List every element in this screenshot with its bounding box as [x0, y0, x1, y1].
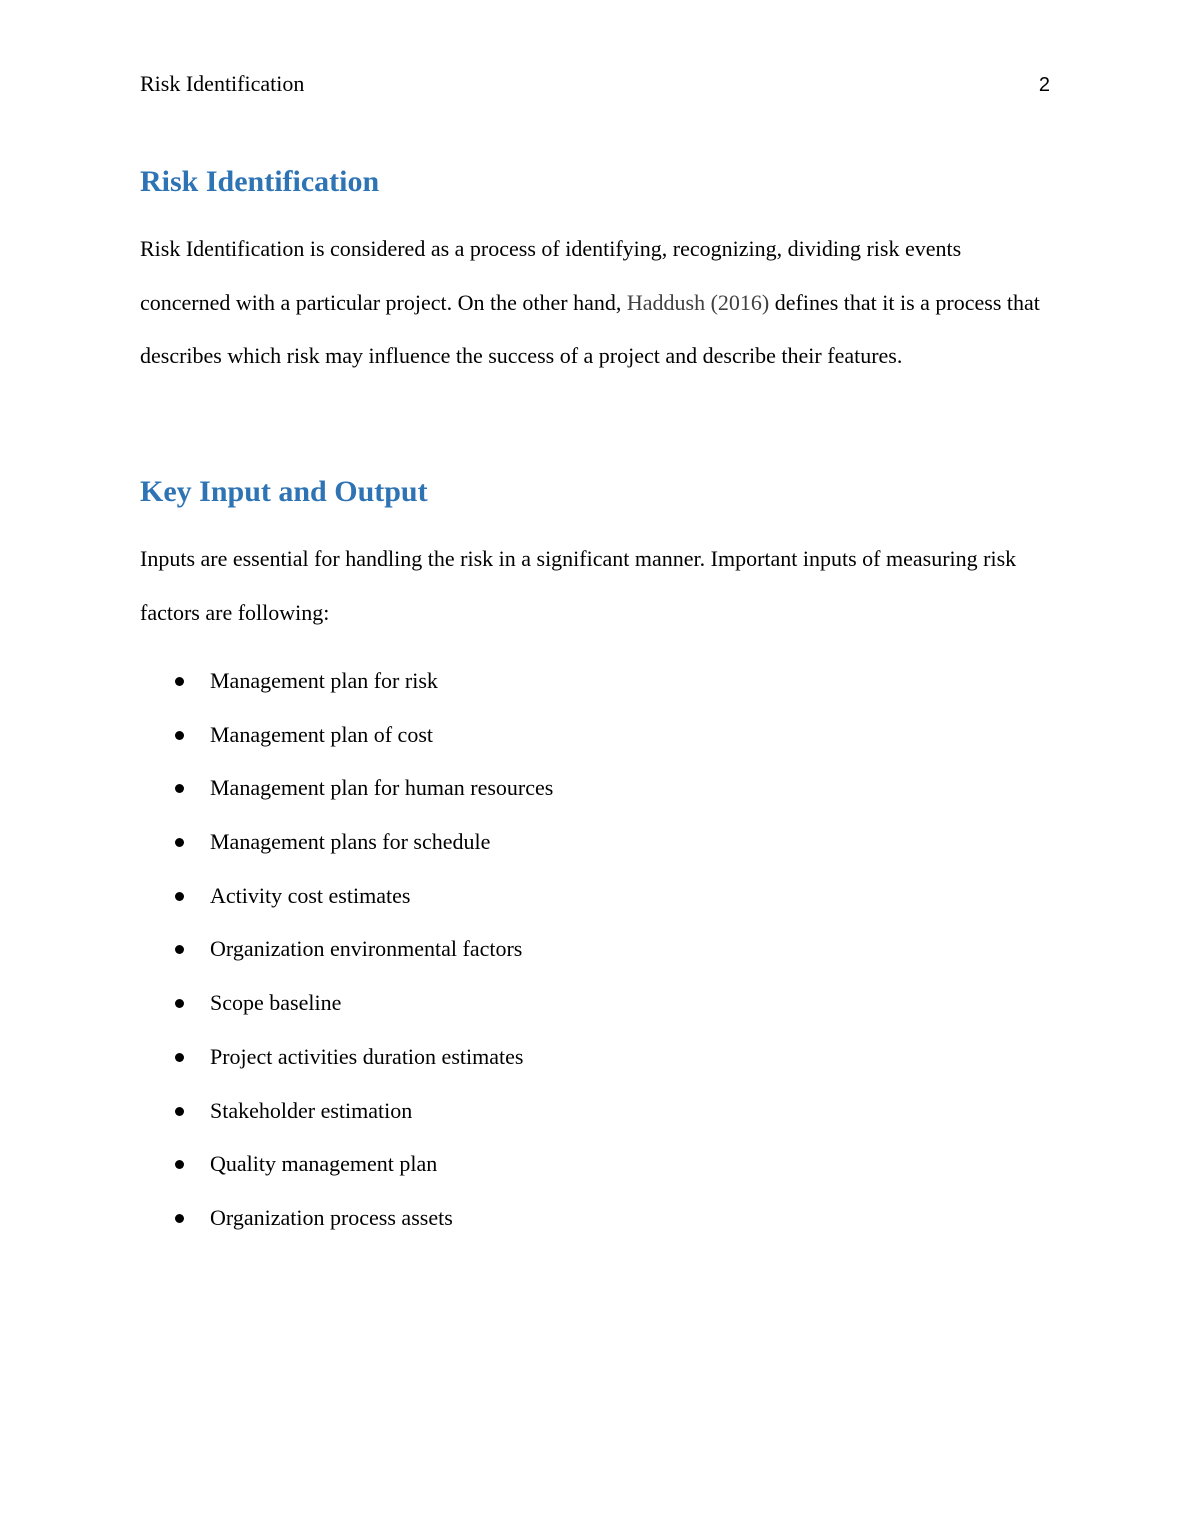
bullet-item [140, 761, 553, 815]
bullet-text: Management plans for schedule [210, 829, 491, 855]
bullet-dot-icon [175, 1214, 184, 1223]
risk-identification-paragraph [140, 222, 1045, 383]
bullet-text: Organization process assets [210, 1204, 453, 1230]
bullet-item [140, 708, 553, 762]
bullet-item [140, 815, 553, 869]
bullet-item [140, 654, 553, 708]
bullet-text: Management plan for risk [210, 668, 438, 693]
bullet-text: Project activities duration estimates [210, 1043, 524, 1069]
bullet-dot-icon [175, 677, 184, 686]
bullet-dot-icon [175, 892, 184, 901]
bullet-item [140, 1191, 553, 1245]
inputs-intro-paragraph: Inputs are essential for handling the risk in a significant manner. Important inputs of measuring risk factors are following: [140, 546, 1017, 625]
bullet-text: Management plan of cost [210, 721, 433, 747]
paragraph-text-end: defines that it is a process that describes which risk may influence the success of a project and describe their features. [140, 289, 1040, 369]
section-heading-key-input-output: Key Input and Output [140, 475, 428, 508]
bullet-item [140, 1137, 553, 1191]
bullet-dot-icon [175, 945, 184, 954]
bullet-item [140, 922, 553, 976]
bullet-dot-icon [175, 999, 184, 1008]
bullet-item [140, 1030, 553, 1084]
running-head: Risk Identification [140, 71, 305, 96]
citation-haddush: Haddush (2016) [626, 289, 770, 315]
bullet-text: Scope baseline [210, 990, 342, 1016]
bullet-text: Stakeholder estimation [210, 1097, 413, 1123]
bullet-text: Activity cost estimates [210, 882, 411, 908]
bullet-dot-icon [175, 1107, 184, 1116]
bullet-dot-icon [175, 1160, 184, 1169]
bullet-item [140, 1084, 553, 1138]
bullet-item [140, 976, 553, 1030]
inputs-bullet-list [140, 654, 553, 1245]
bullet-text: Management plan for human resources [210, 775, 554, 801]
bullet-dot-icon [175, 784, 184, 793]
bullet-dot-icon [175, 838, 184, 847]
bullet-item [140, 869, 553, 923]
page-number: 2 [1038, 74, 1050, 96]
section-heading-risk-identification: Risk Identification [140, 165, 380, 198]
bullet-text: Quality management plan [210, 1151, 438, 1177]
paragraph-text-start: Risk Identification is considered as a process of identifying, recognizing, dividing risk events concerned with a particular project. On the other hand, [140, 236, 962, 315]
bullet-dot-icon [175, 731, 184, 740]
bullet-dot-icon [175, 1053, 184, 1062]
bullet-text: Organization environmental factors [210, 936, 523, 962]
